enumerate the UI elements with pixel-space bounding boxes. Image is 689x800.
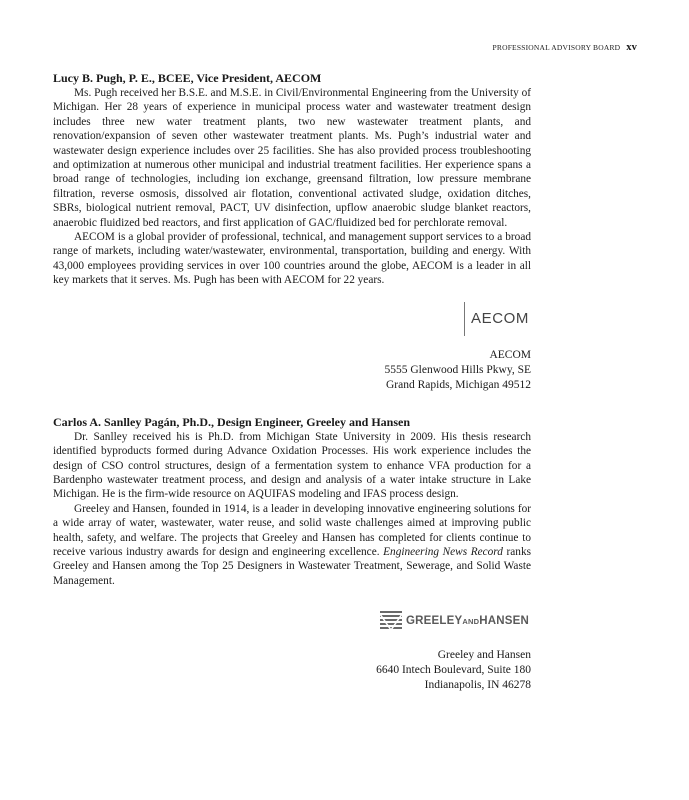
running-header-section: PROFESSIONAL ADVISORY BOARD bbox=[492, 43, 621, 52]
page-number: xv bbox=[626, 42, 637, 53]
bio-lucy-pugh bbox=[53, 71, 531, 393]
address-line: Indianapolis, IN 46278 bbox=[424, 679, 531, 692]
greeley-hansen-address bbox=[53, 648, 531, 693]
address-line: Greeley and Hansen bbox=[437, 649, 531, 662]
address-line: 5555 Glenwood Hills Pkwy, SE bbox=[384, 363, 531, 376]
page-content bbox=[53, 71, 531, 693]
bio-paragraph: Ms. Pugh received her B.S.E. and M.S.E. in Civil/Environmental Engineering from the University of Michigan. Her 28 years of experience in municipal process water and wastewater treatment design includes three new water treatment plants, two new wastewater treatment plants, and renovation/expansion of seven other wastewater treatment plants. Ms. Pugh’s industrial water and wastewater design experience includes over 25 facilities. She has also provided process troubleshooting and optimization at numerous other municipal and industrial treatment facilities. Her experience spans a broad range of technologies, including ion exchange, greensand filtration, low pressure membrane filtration, reverse osmosis, dissolved air flotation, conventional activated sludge, oxidation ditches, SBRs, biological nutrient removal, PACT, UV disinfection, upflow anaerobic sludge blanket reactors, anaerobic fluidized bed reactors, and first application of GAC/fluidized bed for perchlorate removal. bbox=[53, 87, 531, 229]
greeley-hansen-logo-text: GREELEYANDHANSEN bbox=[406, 615, 529, 628]
bio-paragraph: Dr. Sanlley received his is Ph.D. from Michigan State University in 2009. His thesis research identified byproducts formed during Advance Oxidation Processes. His work experience includes the design of CSO control structures, design of a fermentation system to enhance VFA production for a Bardenpho wastewater treatment process, and design and analysis of a water intake structure in Lake Michigan. He is the firm-wide resource on AQUIFAS modeling and IFAS process design. bbox=[53, 430, 531, 501]
address-line: AECOM bbox=[489, 348, 531, 361]
aecom-logo bbox=[464, 302, 529, 336]
company-paragraph-text: Greeley and Hansen, founded in 1914, is a leader in developing innovative engineering solutions for a wide array of water, wastewater, water reuse, and solid waste challenges aimed at improving public health, safety, and welfare. The projects that Greeley and Hansen has completed for clients continue to receive various industry awards for design and engineering excellence. bbox=[53, 502, 531, 558]
running-header bbox=[493, 42, 638, 53]
company-paragraph: AECOM is a global provider of professional, technical, and management support services to a broad range of markets, including water/wastewater, environmental, transportation, building and energy. With 43,000 employees providing services in over 100 countries around the globe, AECOM is a leader in all key markets that it serves. Ms. Pugh has been with AECOM for 22 years. bbox=[53, 231, 531, 287]
bio-heading: Lucy B. Pugh, P. E., BCEE, Vice President, AECOM bbox=[53, 71, 322, 85]
greeley-hansen-mark-icon bbox=[380, 610, 402, 632]
aecom-address bbox=[53, 348, 531, 393]
greeley-hansen-logo bbox=[380, 610, 529, 632]
company-paragraph-text: ranks Greeley and Hansen among the Top 25 Designers in Wastewater Treatment, Sewerage, and Solid Waste Management. bbox=[53, 545, 531, 587]
address-line: 6640 Intech Boulevard, Suite 180 bbox=[376, 664, 531, 677]
aecom-logo-row bbox=[53, 302, 531, 336]
bio-heading: Carlos A. Sanlley Pagán, Ph.D., Design Engineer, Greeley and Hansen bbox=[53, 414, 411, 429]
address-line: Grand Rapids, Michigan 49512 bbox=[385, 378, 531, 391]
greeley-hansen-logo-row bbox=[53, 602, 531, 632]
publication-title: Engineering News Record bbox=[383, 545, 503, 558]
bio-carlos-sanlley bbox=[53, 415, 531, 693]
company-paragraph bbox=[53, 502, 531, 588]
aecom-logo-text: AECOM bbox=[470, 310, 529, 328]
